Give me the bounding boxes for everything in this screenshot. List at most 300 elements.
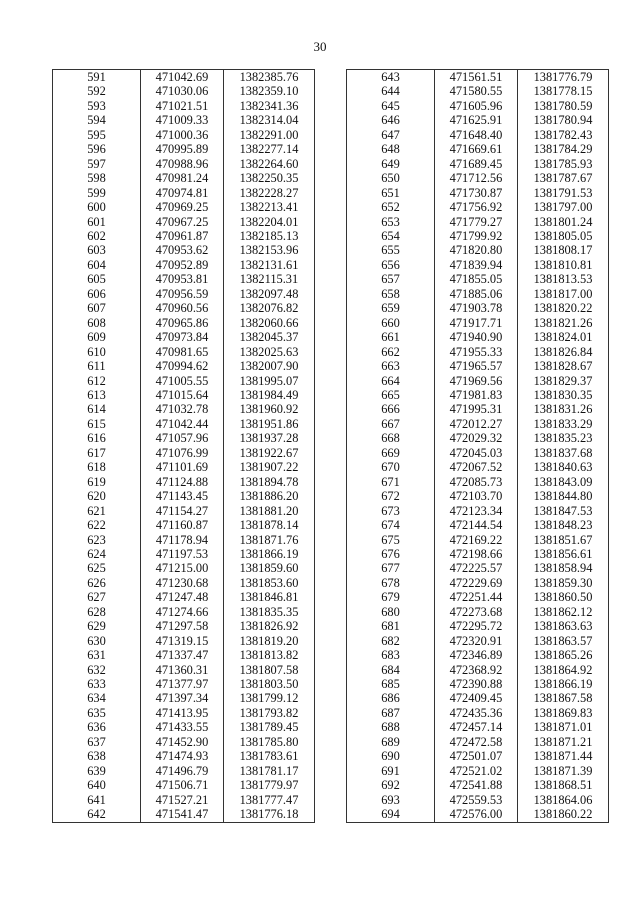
x-coordinate-cell: 471154.27 <box>141 504 224 518</box>
point-number-cell: 627 <box>53 590 141 604</box>
y-coordinate-cell: 1381777.47 <box>224 793 315 807</box>
point-number-cell: 597 <box>53 157 141 171</box>
y-coordinate-cell: 1381808.17 <box>518 243 609 257</box>
point-number-cell: 605 <box>53 272 141 286</box>
x-coordinate-cell: 472295.72 <box>435 619 518 633</box>
x-coordinate-cell: 472273.68 <box>435 605 518 619</box>
table-row <box>53 243 315 257</box>
x-coordinate-cell: 472320.91 <box>435 634 518 648</box>
table-row <box>53 475 315 489</box>
y-coordinate-cell: 1381859.30 <box>518 576 609 590</box>
point-number-cell: 688 <box>347 720 435 734</box>
x-coordinate-cell: 472103.70 <box>435 489 518 503</box>
table-row <box>53 272 315 286</box>
table-row <box>347 388 609 402</box>
table-row <box>53 157 315 171</box>
x-coordinate-cell: 470953.81 <box>141 272 224 286</box>
point-number-cell: 693 <box>347 793 435 807</box>
y-coordinate-cell: 1381817.00 <box>518 287 609 301</box>
x-coordinate-cell: 471839.94 <box>435 258 518 272</box>
x-coordinate-cell: 471995.31 <box>435 402 518 416</box>
table-row <box>347 518 609 532</box>
y-coordinate-cell: 1381851.67 <box>518 533 609 547</box>
point-number-cell: 686 <box>347 691 435 705</box>
x-coordinate-cell: 472251.44 <box>435 590 518 604</box>
point-number-cell: 655 <box>347 243 435 257</box>
x-coordinate-cell: 471397.34 <box>141 691 224 705</box>
point-number-cell: 677 <box>347 561 435 575</box>
x-coordinate-cell: 471779.27 <box>435 215 518 229</box>
y-coordinate-cell: 1381785.93 <box>518 157 609 171</box>
x-coordinate-cell: 471855.05 <box>435 272 518 286</box>
y-coordinate-cell: 1381922.67 <box>224 446 315 460</box>
x-coordinate-cell: 471124.88 <box>141 475 224 489</box>
table-row <box>347 402 609 416</box>
y-coordinate-cell: 1381863.63 <box>518 619 609 633</box>
y-coordinate-cell: 1381835.35 <box>224 605 315 619</box>
point-number-cell: 596 <box>53 142 141 156</box>
y-coordinate-cell: 1381780.59 <box>518 99 609 113</box>
point-number-cell: 593 <box>53 99 141 113</box>
x-coordinate-cell: 472045.03 <box>435 446 518 460</box>
table-row <box>347 113 609 127</box>
x-coordinate-cell: 471015.64 <box>141 388 224 402</box>
y-coordinate-cell: 1382359.10 <box>224 84 315 98</box>
table-row <box>53 533 315 547</box>
y-coordinate-cell: 1382007.90 <box>224 359 315 373</box>
point-number-cell: 591 <box>53 70 141 85</box>
x-coordinate-cell: 471101.69 <box>141 460 224 474</box>
y-coordinate-cell: 1381826.92 <box>224 619 315 633</box>
x-coordinate-cell: 471669.61 <box>435 142 518 156</box>
x-coordinate-cell: 470973.84 <box>141 330 224 344</box>
point-number-cell: 652 <box>347 200 435 214</box>
x-coordinate-cell: 472229.69 <box>435 576 518 590</box>
y-coordinate-cell: 1381867.58 <box>518 691 609 705</box>
point-number-cell: 639 <box>53 764 141 778</box>
table-row <box>53 316 315 330</box>
table-row <box>53 301 315 315</box>
point-number-cell: 672 <box>347 489 435 503</box>
table-row <box>347 186 609 200</box>
x-coordinate-cell: 470952.89 <box>141 258 224 272</box>
x-coordinate-cell: 472169.22 <box>435 533 518 547</box>
x-coordinate-cell: 471433.55 <box>141 720 224 734</box>
x-coordinate-cell: 471000.36 <box>141 128 224 142</box>
table-row <box>53 417 315 431</box>
x-coordinate-cell: 471413.95 <box>141 706 224 720</box>
y-coordinate-cell: 1381865.26 <box>518 648 609 662</box>
point-number-cell: 634 <box>53 691 141 705</box>
y-coordinate-cell: 1381824.01 <box>518 330 609 344</box>
x-coordinate-cell: 471377.97 <box>141 677 224 691</box>
point-number-cell: 659 <box>347 301 435 315</box>
y-coordinate-cell: 1381894.78 <box>224 475 315 489</box>
table-row <box>347 84 609 98</box>
table-row <box>53 489 315 503</box>
y-coordinate-cell: 1381907.22 <box>224 460 315 474</box>
y-coordinate-cell: 1381820.22 <box>518 301 609 315</box>
point-number-cell: 614 <box>53 402 141 416</box>
x-coordinate-cell: 471756.92 <box>435 200 518 214</box>
y-coordinate-cell: 1382228.27 <box>224 186 315 200</box>
table-row <box>347 70 609 85</box>
table-row <box>347 677 609 691</box>
y-coordinate-cell: 1381785.80 <box>224 735 315 749</box>
point-number-cell: 660 <box>347 316 435 330</box>
y-coordinate-cell: 1381783.61 <box>224 749 315 763</box>
x-coordinate-cell: 471297.58 <box>141 619 224 633</box>
table-row <box>53 619 315 633</box>
y-coordinate-cell: 1381779.97 <box>224 778 315 792</box>
x-coordinate-cell: 471712.56 <box>435 171 518 185</box>
point-number-cell: 658 <box>347 287 435 301</box>
point-number-cell: 646 <box>347 113 435 127</box>
x-coordinate-cell: 472435.36 <box>435 706 518 720</box>
point-number-cell: 651 <box>347 186 435 200</box>
coordinate-table-left <box>52 69 315 823</box>
x-coordinate-cell: 471541.47 <box>141 807 224 822</box>
table-row <box>347 764 609 778</box>
table-row <box>347 475 609 489</box>
table-row <box>347 691 609 705</box>
x-coordinate-cell: 471903.78 <box>435 301 518 315</box>
y-coordinate-cell: 1381780.94 <box>518 113 609 127</box>
point-number-cell: 601 <box>53 215 141 229</box>
table-row <box>347 749 609 763</box>
x-coordinate-cell: 470994.62 <box>141 359 224 373</box>
y-coordinate-cell: 1381784.29 <box>518 142 609 156</box>
coordinate-table-right <box>346 69 609 823</box>
point-number-cell: 676 <box>347 547 435 561</box>
x-coordinate-cell: 471319.15 <box>141 634 224 648</box>
table-row <box>53 605 315 619</box>
y-coordinate-cell: 1381960.92 <box>224 402 315 416</box>
y-coordinate-cell: 1381848.23 <box>518 518 609 532</box>
x-coordinate-cell: 471625.91 <box>435 113 518 127</box>
point-number-cell: 678 <box>347 576 435 590</box>
table-row <box>347 648 609 662</box>
x-coordinate-cell: 471730.87 <box>435 186 518 200</box>
table-row <box>53 691 315 705</box>
point-number-cell: 606 <box>53 287 141 301</box>
x-coordinate-cell: 472198.66 <box>435 547 518 561</box>
x-coordinate-cell: 471506.71 <box>141 778 224 792</box>
x-coordinate-cell: 471009.33 <box>141 113 224 127</box>
point-number-cell: 630 <box>53 634 141 648</box>
table-row <box>53 778 315 792</box>
table-row <box>53 402 315 416</box>
table-row <box>53 793 315 807</box>
point-number-cell: 607 <box>53 301 141 315</box>
x-coordinate-cell: 470965.86 <box>141 316 224 330</box>
point-number-cell: 594 <box>53 113 141 127</box>
table-row <box>53 142 315 156</box>
point-number-cell: 642 <box>53 807 141 822</box>
x-coordinate-cell: 470961.87 <box>141 229 224 243</box>
point-number-cell: 626 <box>53 576 141 590</box>
table-row <box>53 807 315 822</box>
table-row <box>53 215 315 229</box>
point-number-cell: 636 <box>53 720 141 734</box>
x-coordinate-cell: 471527.21 <box>141 793 224 807</box>
point-number-cell: 662 <box>347 345 435 359</box>
table-row <box>53 446 315 460</box>
table-row <box>347 807 609 822</box>
point-number-cell: 664 <box>347 374 435 388</box>
x-coordinate-cell: 471197.53 <box>141 547 224 561</box>
table-row <box>347 157 609 171</box>
y-coordinate-cell: 1381782.43 <box>518 128 609 142</box>
point-number-cell: 663 <box>347 359 435 373</box>
y-coordinate-cell: 1381864.06 <box>518 793 609 807</box>
point-number-cell: 681 <box>347 619 435 633</box>
x-coordinate-cell: 471496.79 <box>141 764 224 778</box>
y-coordinate-cell: 1381830.35 <box>518 388 609 402</box>
point-number-cell: 628 <box>53 605 141 619</box>
x-coordinate-cell: 470981.65 <box>141 345 224 359</box>
point-number-cell: 602 <box>53 229 141 243</box>
point-number-cell: 615 <box>53 417 141 431</box>
point-number-cell: 685 <box>347 677 435 691</box>
point-number-cell: 618 <box>53 460 141 474</box>
point-number-cell: 665 <box>347 388 435 402</box>
x-coordinate-cell: 471143.45 <box>141 489 224 503</box>
table-row <box>347 663 609 677</box>
table-row <box>347 417 609 431</box>
table-row <box>53 99 315 113</box>
y-coordinate-cell: 1381789.45 <box>224 720 315 734</box>
y-coordinate-cell: 1381776.79 <box>518 70 609 85</box>
x-coordinate-cell: 472390.88 <box>435 677 518 691</box>
x-coordinate-cell: 472409.45 <box>435 691 518 705</box>
point-number-cell: 632 <box>53 663 141 677</box>
y-coordinate-cell: 1381813.82 <box>224 648 315 662</box>
table-row <box>347 576 609 590</box>
x-coordinate-cell: 471005.55 <box>141 374 224 388</box>
y-coordinate-cell: 1381878.14 <box>224 518 315 532</box>
y-coordinate-cell: 1382291.00 <box>224 128 315 142</box>
point-number-cell: 617 <box>53 446 141 460</box>
point-number-cell: 689 <box>347 735 435 749</box>
x-coordinate-cell: 472012.27 <box>435 417 518 431</box>
y-coordinate-cell: 1382045.37 <box>224 330 315 344</box>
table-row <box>53 374 315 388</box>
x-coordinate-cell: 472123.34 <box>435 504 518 518</box>
table-row <box>347 533 609 547</box>
point-number-cell: 690 <box>347 749 435 763</box>
table-row <box>53 460 315 474</box>
table-row <box>347 504 609 518</box>
point-number-cell: 691 <box>347 764 435 778</box>
y-coordinate-cell: 1381871.21 <box>518 735 609 749</box>
table-row <box>53 200 315 214</box>
point-number-cell: 641 <box>53 793 141 807</box>
table-row <box>53 735 315 749</box>
x-coordinate-cell: 472085.73 <box>435 475 518 489</box>
table-row <box>347 547 609 561</box>
y-coordinate-cell: 1381984.49 <box>224 388 315 402</box>
y-coordinate-cell: 1382097.48 <box>224 287 315 301</box>
y-coordinate-cell: 1381793.82 <box>224 706 315 720</box>
y-coordinate-cell: 1381871.39 <box>518 764 609 778</box>
table-row <box>53 634 315 648</box>
y-coordinate-cell: 1382185.13 <box>224 229 315 243</box>
x-coordinate-cell: 471032.78 <box>141 402 224 416</box>
y-coordinate-cell: 1381840.63 <box>518 460 609 474</box>
table-row <box>53 388 315 402</box>
x-coordinate-cell: 471230.68 <box>141 576 224 590</box>
y-coordinate-cell: 1381805.05 <box>518 229 609 243</box>
y-coordinate-cell: 1382277.14 <box>224 142 315 156</box>
table-row <box>347 446 609 460</box>
point-number-cell: 600 <box>53 200 141 214</box>
y-coordinate-cell: 1381860.50 <box>518 590 609 604</box>
point-number-cell: 644 <box>347 84 435 98</box>
table-row <box>347 301 609 315</box>
table-row <box>53 171 315 185</box>
x-coordinate-cell: 471474.93 <box>141 749 224 763</box>
y-coordinate-cell: 1382153.96 <box>224 243 315 257</box>
table-row <box>53 359 315 373</box>
y-coordinate-cell: 1381871.44 <box>518 749 609 763</box>
y-coordinate-cell: 1381803.50 <box>224 677 315 691</box>
point-number-cell: 679 <box>347 590 435 604</box>
point-number-cell: 611 <box>53 359 141 373</box>
x-coordinate-cell: 472067.52 <box>435 460 518 474</box>
y-coordinate-cell: 1381856.61 <box>518 547 609 561</box>
x-coordinate-cell: 471820.80 <box>435 243 518 257</box>
y-coordinate-cell: 1381881.20 <box>224 504 315 518</box>
point-number-cell: 680 <box>347 605 435 619</box>
y-coordinate-cell: 1381821.26 <box>518 316 609 330</box>
y-coordinate-cell: 1381843.09 <box>518 475 609 489</box>
table-row <box>347 359 609 373</box>
x-coordinate-cell: 471940.90 <box>435 330 518 344</box>
point-number-cell: 604 <box>53 258 141 272</box>
table-row <box>53 113 315 127</box>
y-coordinate-cell: 1382204.01 <box>224 215 315 229</box>
y-coordinate-cell: 1381847.53 <box>518 504 609 518</box>
point-number-cell: 598 <box>53 171 141 185</box>
y-coordinate-cell: 1381791.53 <box>518 186 609 200</box>
point-number-cell: 675 <box>347 533 435 547</box>
point-number-cell: 656 <box>347 258 435 272</box>
x-coordinate-cell: 471885.06 <box>435 287 518 301</box>
x-coordinate-cell: 471981.83 <box>435 388 518 402</box>
x-coordinate-cell: 471360.31 <box>141 663 224 677</box>
x-coordinate-cell: 471274.66 <box>141 605 224 619</box>
y-coordinate-cell: 1381868.51 <box>518 778 609 792</box>
y-coordinate-cell: 1381826.84 <box>518 345 609 359</box>
y-coordinate-cell: 1381871.01 <box>518 720 609 734</box>
point-number-cell: 643 <box>347 70 435 85</box>
point-number-cell: 625 <box>53 561 141 575</box>
x-coordinate-cell: 470981.24 <box>141 171 224 185</box>
y-coordinate-cell: 1381886.20 <box>224 489 315 503</box>
x-coordinate-cell: 471917.71 <box>435 316 518 330</box>
x-coordinate-cell: 472501.07 <box>435 749 518 763</box>
point-number-cell: 612 <box>53 374 141 388</box>
table-row <box>347 431 609 445</box>
table-row <box>347 287 609 301</box>
table-row <box>53 590 315 604</box>
point-number-cell: 667 <box>347 417 435 431</box>
point-number-cell: 668 <box>347 431 435 445</box>
point-number-cell: 687 <box>347 706 435 720</box>
page-number: 30 <box>313 39 327 54</box>
table-row <box>347 128 609 142</box>
table-row <box>347 619 609 633</box>
y-coordinate-cell: 1382385.76 <box>224 70 315 85</box>
x-coordinate-cell: 470969.25 <box>141 200 224 214</box>
point-number-cell: 622 <box>53 518 141 532</box>
point-number-cell: 603 <box>53 243 141 257</box>
x-coordinate-cell: 472576.00 <box>435 807 518 822</box>
y-coordinate-cell: 1382264.60 <box>224 157 315 171</box>
y-coordinate-cell: 1381813.53 <box>518 272 609 286</box>
y-coordinate-cell: 1381781.17 <box>224 764 315 778</box>
table-row <box>53 504 315 518</box>
y-coordinate-cell: 1381864.92 <box>518 663 609 677</box>
x-coordinate-cell: 470953.62 <box>141 243 224 257</box>
y-coordinate-cell: 1381853.60 <box>224 576 315 590</box>
x-coordinate-cell: 472368.92 <box>435 663 518 677</box>
point-number-cell: 647 <box>347 128 435 142</box>
table-row <box>347 258 609 272</box>
point-number-cell: 635 <box>53 706 141 720</box>
point-number-cell: 654 <box>347 229 435 243</box>
y-coordinate-cell: 1382250.35 <box>224 171 315 185</box>
point-number-cell: 629 <box>53 619 141 633</box>
point-number-cell: 599 <box>53 186 141 200</box>
point-number-cell: 684 <box>347 663 435 677</box>
x-coordinate-cell: 470995.89 <box>141 142 224 156</box>
point-number-cell: 669 <box>347 446 435 460</box>
table-row <box>53 706 315 720</box>
x-coordinate-cell: 472457.14 <box>435 720 518 734</box>
y-coordinate-cell: 1381869.83 <box>518 706 609 720</box>
point-number-cell: 694 <box>347 807 435 822</box>
x-coordinate-cell: 471580.55 <box>435 84 518 98</box>
table-row <box>53 561 315 575</box>
x-coordinate-cell: 472225.57 <box>435 561 518 575</box>
point-number-cell: 645 <box>347 99 435 113</box>
point-number-cell: 638 <box>53 749 141 763</box>
table-row <box>53 677 315 691</box>
x-coordinate-cell: 470974.81 <box>141 186 224 200</box>
y-coordinate-cell: 1381866.19 <box>518 677 609 691</box>
y-coordinate-cell: 1381831.26 <box>518 402 609 416</box>
y-coordinate-cell: 1381937.28 <box>224 431 315 445</box>
point-number-cell: 661 <box>347 330 435 344</box>
table-row <box>347 142 609 156</box>
point-number-cell: 624 <box>53 547 141 561</box>
table-row <box>347 706 609 720</box>
point-number-cell: 592 <box>53 84 141 98</box>
table-row <box>53 764 315 778</box>
x-coordinate-cell: 471042.44 <box>141 417 224 431</box>
y-coordinate-cell: 1381778.15 <box>518 84 609 98</box>
table-row <box>347 215 609 229</box>
x-coordinate-cell: 472559.53 <box>435 793 518 807</box>
table-row <box>53 720 315 734</box>
y-coordinate-cell: 1382314.04 <box>224 113 315 127</box>
point-number-cell: 637 <box>53 735 141 749</box>
point-number-cell: 640 <box>53 778 141 792</box>
point-number-cell: 610 <box>53 345 141 359</box>
table-row <box>53 186 315 200</box>
